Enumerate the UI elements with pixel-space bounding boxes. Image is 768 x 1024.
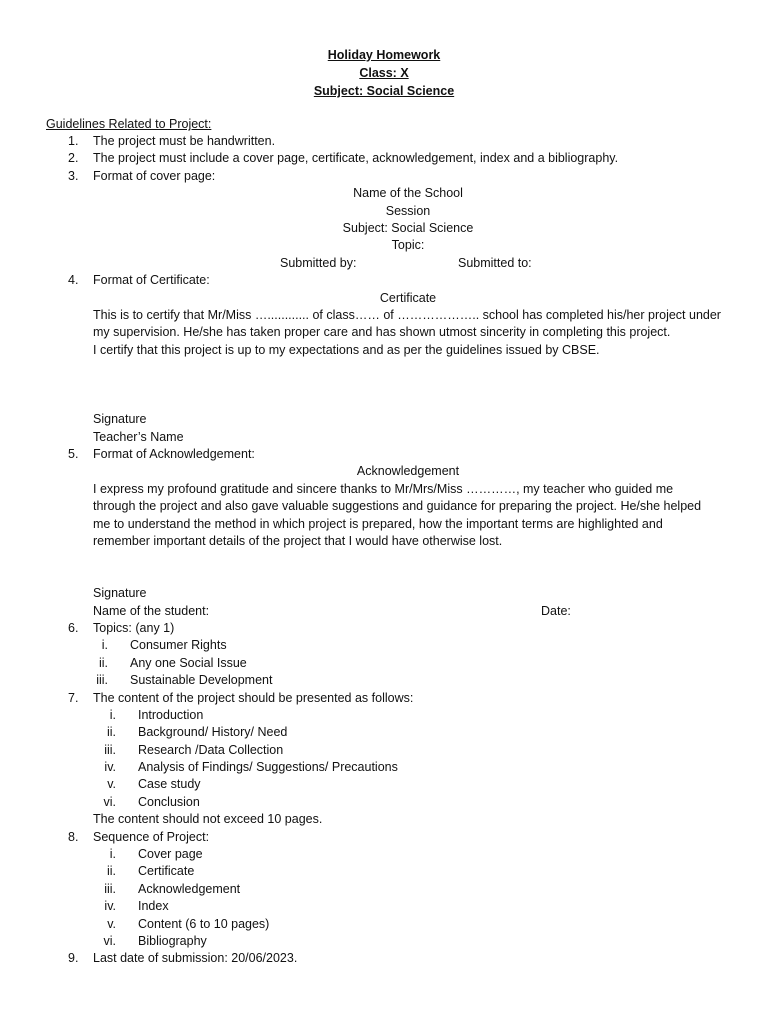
item-text: Format of Certificate:	[93, 273, 210, 288]
sequence-number: i.	[109, 847, 116, 862]
certificate-line: my supervision. He/she has taken proper care and has shown utmost sincerity in completing this project.	[93, 325, 671, 340]
list-item	[0, 446, 768, 463]
sequence-item	[0, 933, 768, 950]
sequence-number: v.	[107, 916, 116, 931]
item-text: The project must include a cover page, certificate, acknowledgement, index and a bibliography.	[93, 151, 619, 166]
document-header	[0, 47, 768, 101]
class-line: Class: X	[359, 66, 409, 80]
item-number: 4.	[68, 273, 79, 288]
content-text: Conclusion	[138, 794, 200, 809]
content-text: Analysis of Findings/ Suggestions/ Precautions	[138, 760, 398, 775]
certificate-line: This is to certify that Mr/Miss …............ of class…… of ……………….. school has completed his/her project under	[93, 307, 721, 322]
item-number: 3.	[68, 168, 79, 183]
sequence-number: iii.	[104, 881, 116, 896]
sequence-text: Acknowledgement	[138, 881, 241, 896]
content-item	[0, 776, 768, 793]
sequence-text: Certificate	[138, 864, 195, 879]
item-text: The project must be handwritten.	[93, 134, 276, 148]
item-number: 5.	[68, 447, 79, 462]
cover-submitted-by: Submitted by:	[280, 255, 357, 270]
content-text: Research /Data Collection	[138, 742, 284, 757]
topic-text: Consumer Rights	[130, 638, 227, 653]
item-text: Last date of submission: 20/06/2023.	[93, 951, 298, 966]
sequence-item	[0, 846, 768, 863]
topic-number: ii.	[98, 655, 108, 670]
sequence-text: Bibliography	[138, 934, 207, 948]
certificate-heading: Certificate	[379, 290, 437, 305]
content-number: i.	[109, 707, 116, 722]
list-item	[0, 690, 768, 707]
list-item	[0, 168, 768, 185]
guidelines-list	[0, 133, 768, 968]
sequence-number: vi.	[103, 934, 116, 948]
item-number: 1.	[68, 134, 79, 148]
topic-item	[0, 637, 768, 654]
item-number: 8.	[68, 829, 79, 844]
acknowledgement-line: through the project and also gave valuable suggestions and guidance for preparing the project. He/she helped	[93, 499, 702, 514]
topic-text: Any one Social Issue	[130, 655, 247, 670]
student-name-label: Name of the student:	[93, 603, 210, 618]
sequence-text: Index	[138, 899, 169, 914]
item-number: 7.	[68, 690, 79, 705]
item-number: 2.	[68, 151, 79, 166]
item-number: 6.	[68, 620, 79, 635]
guidelines-heading: Guidelines Related to Project:	[46, 117, 212, 131]
acknowledgement-line: me to understand the method in which project is prepared, how the important terms are highlighted and	[93, 516, 663, 531]
certificate-line: I certify that this project is up to my expectations and as per the guidelines issued by CBSE.	[93, 342, 600, 357]
topic-item	[0, 655, 768, 672]
content-item	[0, 707, 768, 724]
cover-subject: Subject: Social Science	[342, 220, 474, 235]
sequence-text: Cover page	[138, 847, 203, 862]
content-number: iv.	[104, 760, 116, 775]
subject-line: Subject: Social Science	[313, 84, 455, 98]
document-title: Holiday Homework	[327, 48, 441, 62]
content-number: iii.	[104, 742, 116, 757]
content-number: vi.	[103, 794, 116, 809]
list-item	[0, 620, 768, 637]
list-item	[0, 829, 768, 846]
list-item	[0, 133, 768, 150]
cover-submitted-to: Submitted to:	[458, 255, 532, 270]
item-text: Sequence of Project:	[93, 829, 210, 844]
cover-page-format	[0, 185, 768, 202]
content-note: The content should not exceed 10 pages.	[93, 812, 323, 827]
student-signature-label: Signature	[93, 586, 147, 601]
topic-number: iii.	[96, 673, 108, 688]
topic-text: Sustainable Development	[130, 673, 273, 688]
content-item	[0, 742, 768, 759]
acknowledgement-heading: Acknowledgement	[356, 464, 460, 479]
sequence-text: Content (6 to 10 pages)	[138, 916, 270, 931]
cover-school-name: Name of the School	[353, 186, 463, 201]
item-text: Format of cover page:	[93, 168, 216, 183]
cover-session: Session	[385, 203, 431, 218]
content-number: v.	[107, 777, 116, 792]
sequence-item	[0, 916, 768, 933]
list-item	[0, 272, 768, 289]
cover-topic: Topic:	[391, 238, 425, 253]
content-item	[0, 724, 768, 741]
teacher-signature-label: Signature	[93, 412, 147, 427]
topic-number: i.	[101, 638, 108, 653]
item-text: Format of Acknowledgement:	[93, 447, 255, 462]
content-item	[0, 794, 768, 811]
list-item	[0, 150, 768, 167]
sequence-item	[0, 898, 768, 915]
topic-item	[0, 672, 768, 689]
teacher-name-label: Teacher’s Name	[93, 429, 184, 444]
content-text: Background/ History/ Need	[138, 725, 288, 740]
content-text: Introduction	[138, 707, 204, 722]
sequence-item	[0, 863, 768, 880]
acknowledgement-line: I express my profound gratitude and sincere thanks to Mr/Mrs/Miss …………, my teacher who guided me	[93, 481, 674, 496]
item-number: 9.	[68, 951, 79, 966]
content-number: ii.	[106, 725, 116, 740]
list-item	[0, 950, 768, 967]
item-text: Topics: (any 1)	[93, 620, 175, 635]
item-text: The content of the project should be presented as follows:	[93, 690, 414, 705]
content-item	[0, 759, 768, 776]
sequence-number: iv.	[104, 899, 116, 914]
date-label: Date:	[541, 603, 571, 618]
sequence-number: ii.	[106, 864, 116, 879]
content-text: Case study	[138, 777, 201, 792]
sequence-item	[0, 881, 768, 898]
acknowledgement-line: remember important details of the project that I would have otherwise lost.	[93, 534, 503, 548]
